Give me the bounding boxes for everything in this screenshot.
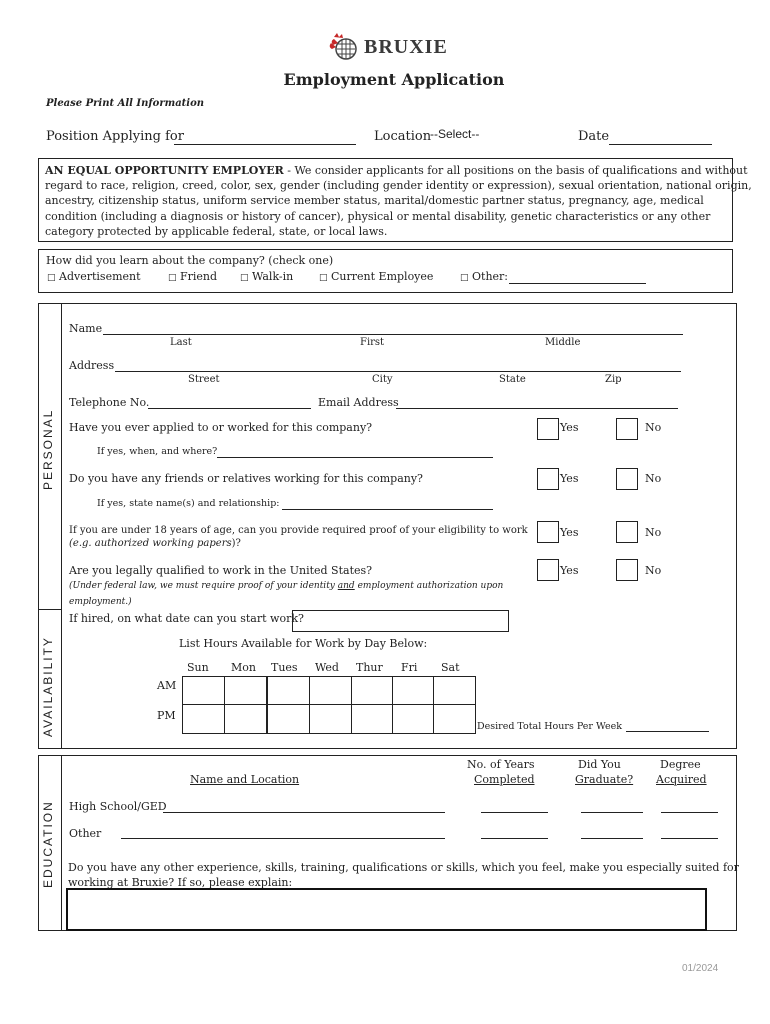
highschool-graduate-field[interactable] (581, 812, 643, 813)
waffle-chicken-icon (328, 33, 362, 61)
legal-no-label: No (645, 564, 662, 577)
legal-yes-label: Yes (560, 564, 579, 577)
day-sat: Sat (441, 661, 460, 674)
q-legal: Are you legally qualified to work in the United States? (69, 564, 373, 577)
checkbox-icon: □ (319, 273, 328, 283)
checkbox-icon: □ (460, 273, 469, 283)
checkbox-icon: □ (47, 273, 56, 283)
date-field[interactable] (609, 144, 712, 145)
am-fri-cell[interactable] (392, 676, 435, 706)
print-note: Please Print All Information (46, 98, 205, 109)
hours-list-label: List Hours Available for Work by Day Below: (179, 637, 428, 650)
under18-yes-checkbox[interactable] (537, 521, 559, 543)
day-mon: Mon (231, 661, 256, 674)
other-years-field[interactable] (481, 838, 548, 839)
q-friends: Do you have any friends or relatives working for this company? (69, 472, 423, 485)
date-label: Date (578, 129, 610, 144)
learn-option-current-employee[interactable]: □ Current Employee (319, 270, 434, 283)
day-wed: Wed (315, 661, 339, 674)
col-degree-b: Acquired (656, 773, 707, 786)
education-label: EDUCATION (41, 800, 55, 888)
highschool-degree-field[interactable] (661, 812, 718, 813)
q-under18-sub: (e.g. authorized working papers)? (69, 538, 241, 549)
address-field[interactable] (115, 371, 681, 372)
other-graduate-field[interactable] (581, 838, 643, 839)
learn-option-other[interactable]: □ Other: (460, 270, 509, 283)
eoe-line-3: ancestry, citizenship status, uniform service member status, marital/domestic partner status, pregnancy, age, medical (45, 194, 704, 207)
friends-detail-field[interactable] (282, 509, 493, 510)
logo (328, 33, 448, 61)
eoe-line-5: category protected by applicable federal, state, or local laws. (45, 225, 388, 238)
address-sub-city: City (372, 374, 393, 385)
highschool-years-field[interactable] (481, 812, 548, 813)
friends-no-checkbox[interactable] (616, 468, 638, 490)
address-label: Address (69, 359, 115, 372)
day-thur: Thur (356, 661, 383, 674)
applied-no-label: No (645, 421, 662, 434)
friends-no-label: No (645, 472, 662, 485)
address-sub-state: State (499, 374, 526, 385)
legal-no-checkbox[interactable] (616, 559, 638, 581)
eoe-line-2: regard to race, religion, creed, color, sex, gender (including gender identity or expression), sexual orientation, national origin, (45, 179, 752, 192)
col-degree-a: Degree (660, 758, 701, 771)
under18-yes-label: Yes (560, 526, 579, 539)
name-sub-first: First (360, 337, 385, 348)
other-experience-q1: Do you have any other experience, skills, training, qualifications or skills, which you feel, make you especially suited for (68, 861, 739, 874)
page-title: Employment Application (283, 70, 505, 89)
applied-no-checkbox[interactable] (616, 418, 638, 440)
q-applied: Have you ever applied to or worked for this company? (69, 421, 373, 434)
learn-question: How did you learn about the company? (check one) (46, 254, 334, 267)
col-grad-a: Did You (578, 758, 621, 771)
other-experience-input[interactable] (66, 888, 707, 931)
learn-option-friend[interactable]: □ Friend (168, 270, 218, 283)
col-grad-b: Graduate? (575, 773, 634, 786)
under18-no-checkbox[interactable] (616, 521, 638, 543)
learn-other-field[interactable] (509, 283, 646, 284)
pm-thur-cell[interactable] (351, 704, 394, 734)
address-sub-street: Street (188, 374, 220, 385)
am-wed-cell[interactable] (309, 676, 352, 706)
applied-yes-checkbox[interactable] (537, 418, 559, 440)
education-divider (61, 755, 62, 930)
checkbox-icon: □ (240, 273, 249, 283)
eoe-line-1 (45, 164, 748, 177)
q-applied-sub: If yes, when, and where? (97, 446, 218, 457)
q-legal-note-2: employment.) (69, 597, 132, 607)
other-degree-field[interactable] (661, 838, 718, 839)
position-field[interactable] (174, 144, 356, 145)
other-name-field[interactable] (121, 838, 445, 839)
day-tues: Tues (271, 661, 298, 674)
checkbox-icon: □ (168, 273, 177, 283)
name-field[interactable] (103, 334, 683, 335)
am-thur-cell[interactable] (351, 676, 394, 706)
q-legal-note: (Under federal law, we must require proof of your identity and employment authorization upon (69, 581, 504, 591)
q-friends-sub: If yes, state name(s) and relationship: (97, 498, 280, 509)
eoe-line-4: condition (including a diagnosis or history of cancer), physical or mental disability, genetic characteristics or any other (45, 210, 711, 223)
phone-field[interactable] (148, 408, 311, 409)
personal-label: PERSONAL (41, 408, 55, 490)
desired-hours-label: Desired Total Hours Per Week (477, 721, 622, 732)
under18-no-label: No (645, 526, 662, 539)
highschool-name-field[interactable] (163, 812, 445, 813)
section-divider-h (38, 609, 62, 610)
am-sun-cell[interactable] (182, 676, 225, 706)
location-select[interactable]: --Select-- (430, 127, 480, 141)
other-experience-q2: working at Bruxie? If so, please explain: (68, 876, 293, 889)
edu-row-highschool: High School/GED (69, 800, 167, 813)
version-label: 01/2024 (682, 963, 719, 974)
am-label: AM (157, 679, 177, 692)
name-sub-middle: Middle (545, 337, 581, 348)
start-date-input[interactable] (292, 610, 509, 632)
pm-mon-cell[interactable] (224, 704, 267, 734)
location-label: Location (374, 129, 432, 144)
pm-sat-cell[interactable] (433, 704, 476, 734)
email-field[interactable] (396, 408, 678, 409)
col-years-b: Completed (474, 773, 535, 786)
logo-text: BRUXIE (364, 36, 448, 58)
am-sat-cell[interactable] (433, 676, 476, 706)
friends-yes-checkbox[interactable] (537, 468, 559, 490)
name-sub-last: Last (170, 337, 192, 348)
pm-wed-cell[interactable] (309, 704, 352, 734)
position-label: Position Applying for (46, 129, 184, 144)
am-mon-cell[interactable] (224, 676, 267, 706)
start-date-question: If hired, on what date can you start work? (69, 612, 304, 625)
section-divider (61, 303, 62, 748)
applied-detail-field[interactable] (217, 457, 493, 458)
applied-yes-label: Yes (560, 421, 579, 434)
pm-tues-cell[interactable] (267, 704, 310, 734)
pm-fri-cell[interactable] (392, 704, 435, 734)
legal-yes-checkbox[interactable] (537, 559, 559, 581)
edu-row-other: Other (69, 827, 102, 840)
availability-label: AVAILABILITY (41, 636, 55, 737)
am-tues-cell[interactable] (267, 676, 310, 706)
col-years-a: No. of Years (467, 758, 535, 771)
learn-option-walkin[interactable]: □ Walk-in (240, 270, 294, 283)
desired-hours-field[interactable] (626, 731, 709, 732)
day-sun: Sun (187, 661, 209, 674)
learn-option-advertisement[interactable]: □ Advertisement (47, 270, 141, 283)
day-fri: Fri (401, 661, 418, 674)
eoe-text-1: - We consider applicants for all positions on the basis of qualifications and without (283, 164, 748, 177)
q-under18: If you are under 18 years of age, can you provide required proof of your eligibility to work (69, 525, 528, 536)
pm-sun-cell[interactable] (182, 704, 225, 734)
friends-yes-label: Yes (560, 472, 579, 485)
col-name-location: Name and Location (190, 773, 300, 786)
phone-label: Telephone No. (69, 396, 150, 409)
name-label: Name (69, 322, 103, 335)
email-label: Email Address (318, 396, 399, 409)
address-sub-zip: Zip (605, 374, 622, 385)
eoe-heading: AN EQUAL OPPORTUNITY EMPLOYER (45, 164, 284, 177)
pm-label: PM (157, 709, 176, 722)
